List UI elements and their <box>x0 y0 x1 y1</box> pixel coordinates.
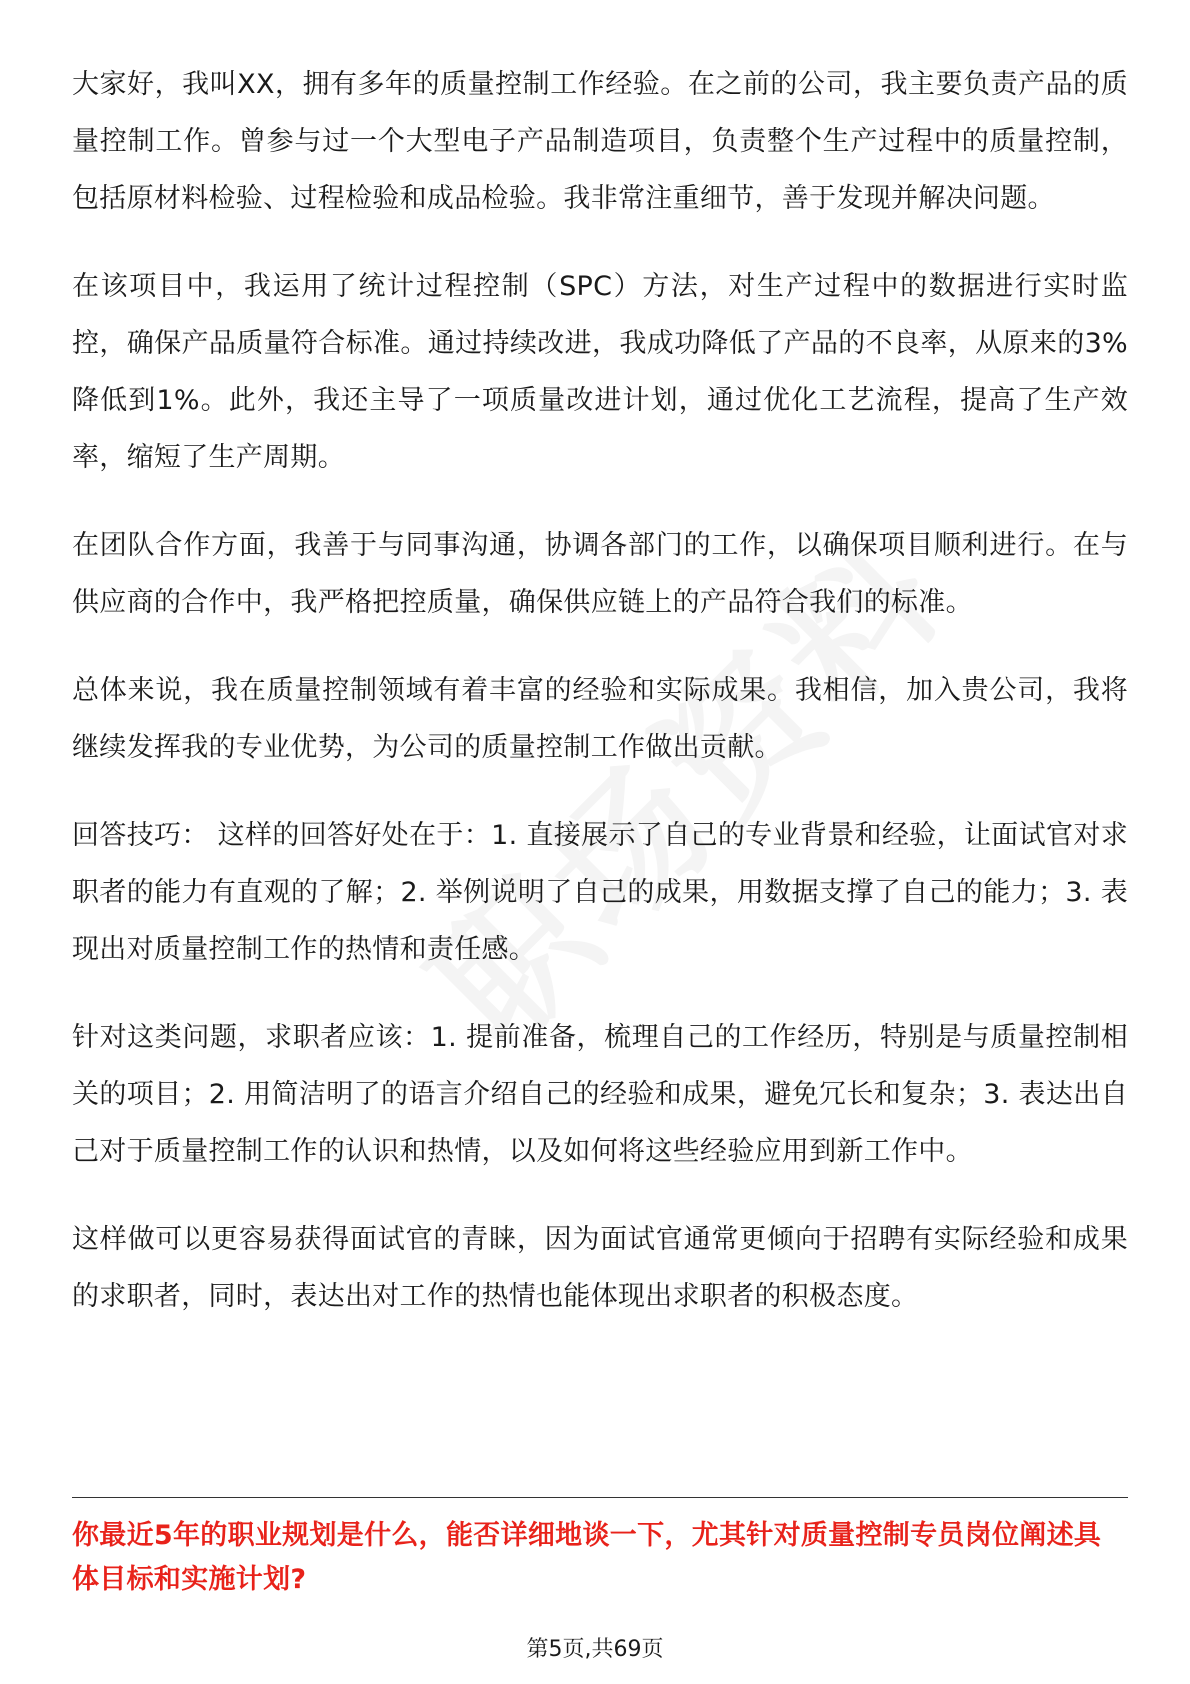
paragraph-teamwork: 在团队合作方面，我善于与同事沟通，协调各部门的工作，以确保项目顺利进行。在与供应商的合作中，我严格把控质量，确保供应链上的产品符合我们的标准。 <box>72 530 1128 618</box>
paragraph-intro: 大家好，我叫XX，拥有多年的质量控制工作经验。在之前的公司，我主要负责产品的质量控制工作。曾参与过一个大型电子产品制造项目，负责整个生产过程中的质量控制，包括原材料检验、过程检验和成品检验。我非常注重细节，善于发现并解决问题。 <box>72 69 1128 214</box>
answer-body <box>72 56 1128 1356</box>
paragraph-answer-tips: 回答技巧： 这样的回答好处在于：1. 直接展示了自己的专业背景和经验，让面试官对求职者的能力有直观的了解；2. 举例说明了自己的成果，用数据支撑了自己的能力；3. 表现出对质量控制工作的热情和责任感。 <box>72 820 1128 965</box>
paragraph-conclusion: 这样做可以更容易获得面试官的青睐，因为面试官通常更倾向于招聘有实际经验和成果的求职者，同时，表达出对工作的热情也能体现出求职者的积极态度。 <box>72 1224 1128 1312</box>
paragraph-summary: 总体来说，我在质量控制领域有着丰富的经验和实际成果。我相信，加入贵公司，我将继续发挥我的专业优势，为公司的质量控制工作做出贡献。 <box>72 675 1128 763</box>
next-question-heading: 你最近5年的职业规划是什么，能否详细地谈一下，尤其针对质量控制专员岗位阐述具体目标和实施计划? <box>72 1520 1102 1595</box>
page-number: 第5页,共69页 <box>526 1637 664 1662</box>
section-divider <box>72 1497 1128 1498</box>
paragraph-advice: 针对这类问题，求职者应该：1. 提前准备，梳理自己的工作经历，特别是与质量控制相关的项目；2. 用简洁明了的语言介绍自己的经验和成果，避免冗长和复杂；3. 表达出自己对于质量控制工作的认识和热情，以及如何将这些经验应用到新工作中。 <box>72 1022 1128 1167</box>
paragraph-project: 在该项目中，我运用了统计过程控制（SPC）方法，对生产过程中的数据进行实时监控，确保产品质量符合标准。通过持续改进，我成功降低了产品的不良率，从原来的3%降低到1%。此外，我还主导了一项质量改进计划，通过优化工艺流程，提高了生产效率，缩短了生产周期。 <box>72 271 1128 473</box>
